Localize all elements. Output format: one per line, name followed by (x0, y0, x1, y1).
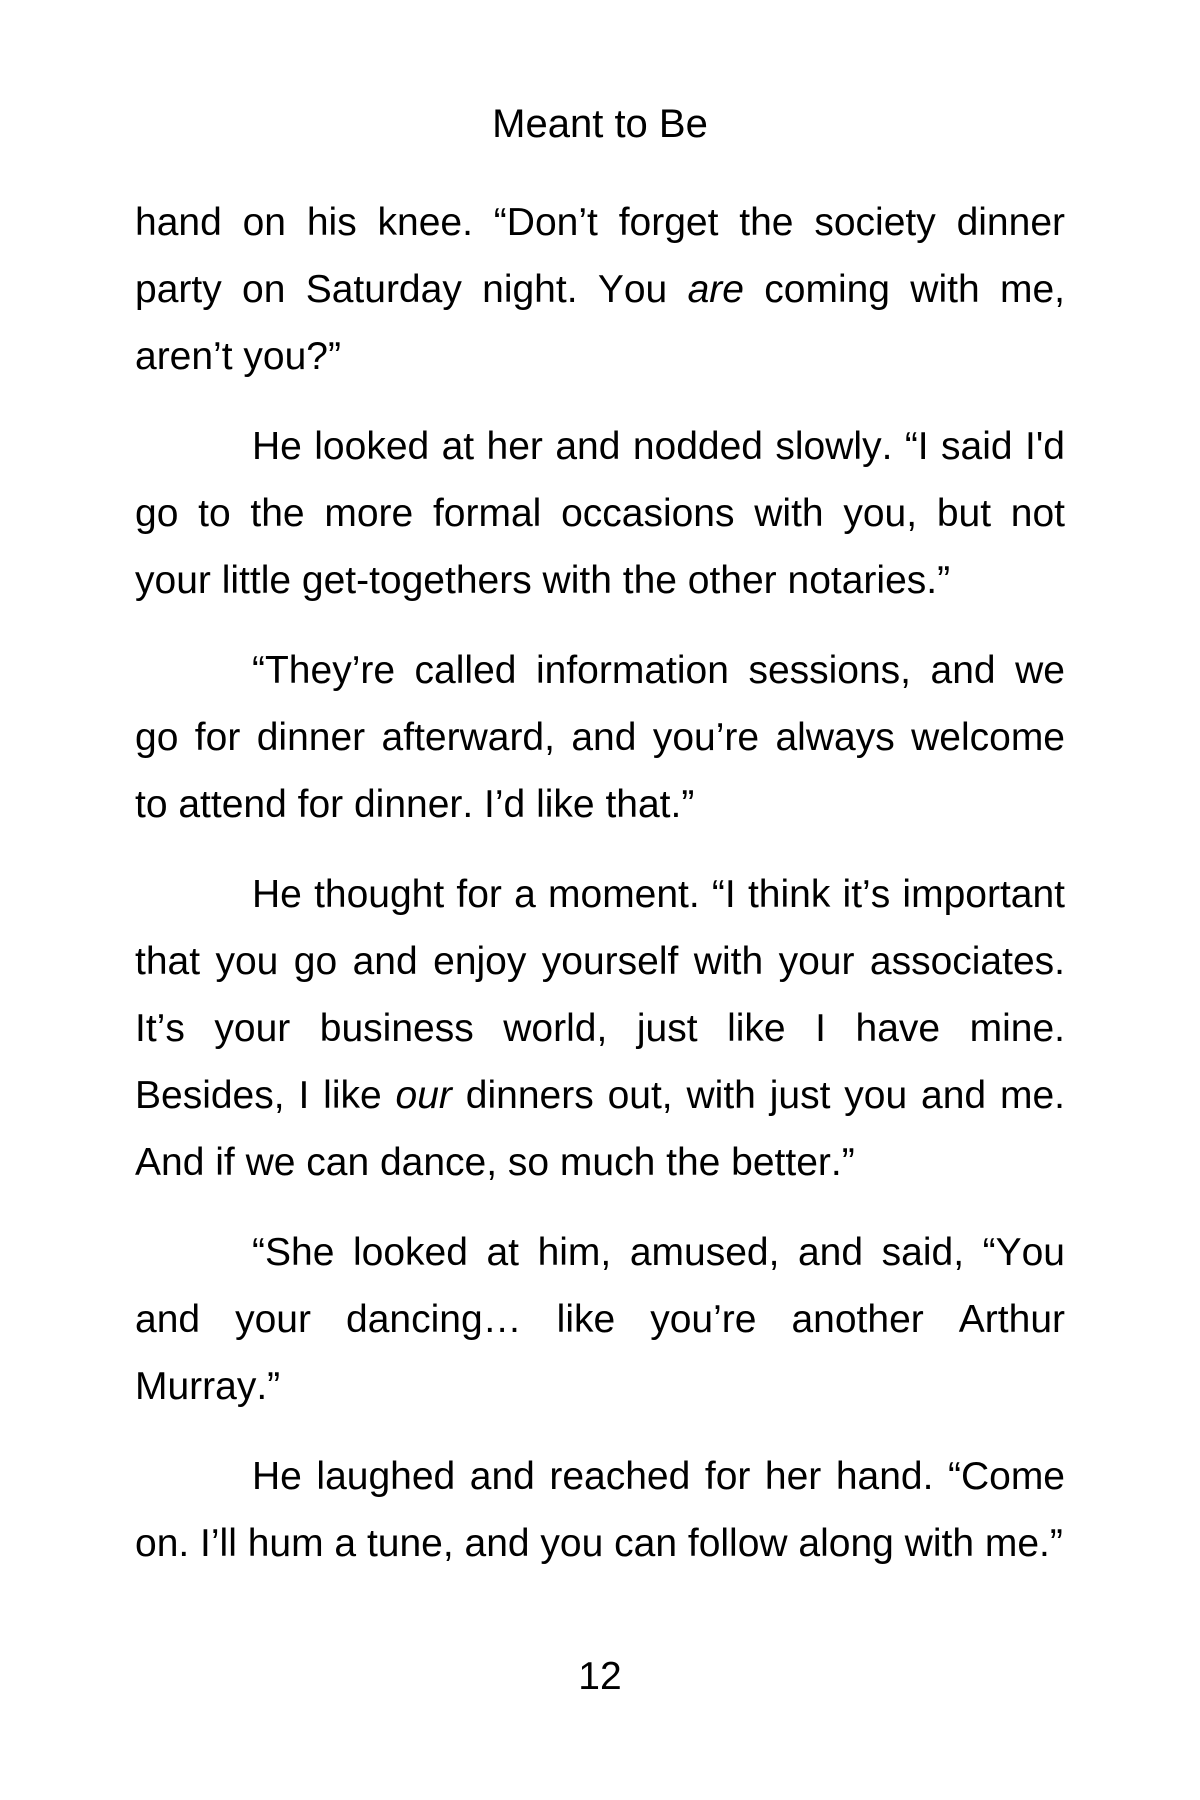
body-paragraph (135, 413, 1065, 614)
page-body (135, 189, 1065, 1577)
text-run: He laughed and reached for her hand. “Come on. I’ll hum a tune, and you can follow along with me.” (135, 1455, 1065, 1565)
text-run: “They’re called information sessions, and we go for dinner afterward, and you’re always welcome to attend for dinner. I’d like that.” (135, 649, 1065, 826)
body-paragraph (135, 1219, 1065, 1420)
body-paragraph (135, 637, 1065, 838)
text-run: “She looked at him, amused, and said, “You and your dancing… like you’re another Arthur Murray.” (135, 1231, 1065, 1408)
page-title: Meant to Be (492, 102, 708, 146)
text-run: He looked at her and nodded slowly. “I said I'd go to the more formal occasions with you, but not your little get-togethers with the other notaries.” (135, 425, 1065, 602)
text-run: coming with me, aren’t you?” (135, 268, 1065, 378)
italic-text-run: are (687, 268, 744, 311)
body-paragraph (135, 861, 1065, 1196)
body-paragraph (135, 189, 1065, 390)
text-run: dinners out, with just you and me. And if we can dance, so much the better.” (135, 1074, 1065, 1184)
body-paragraph (135, 1443, 1065, 1577)
text-run: hand on his knee. “Don’t forget the society dinner party on Saturday night. You (135, 201, 1065, 311)
italic-text-run: our (395, 1074, 452, 1117)
page-number: 12 (578, 1655, 622, 1698)
text-run: He thought for a moment. “I think it’s important that you go and enjoy yourself with your associates. It’s your business world, just like I have mine. Besides, I like (135, 873, 1065, 1117)
